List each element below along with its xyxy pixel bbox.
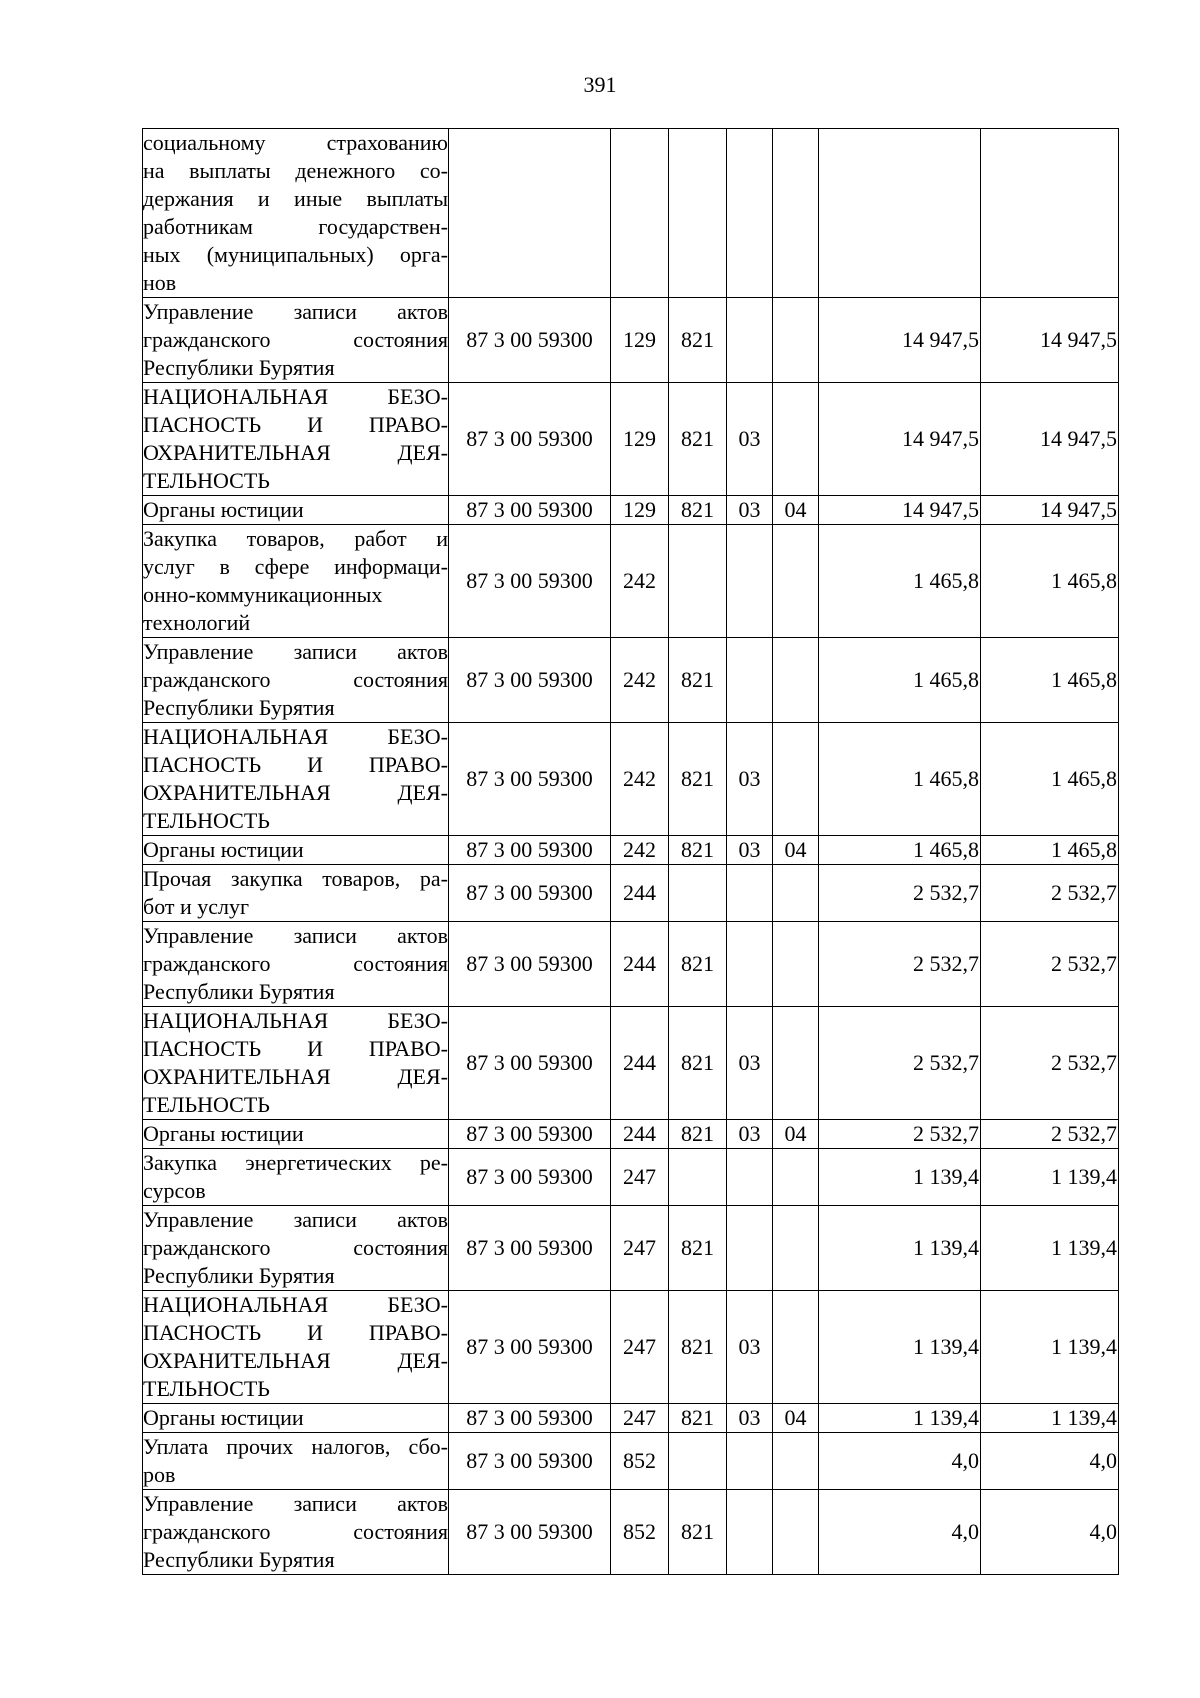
target-article-cell: 87 3 00 59300: [449, 1120, 611, 1149]
table-row: [143, 1120, 1119, 1149]
item-name-line: ОХРАНИТЕЛЬНАЯ ДЕЯ-: [143, 780, 448, 805]
table-row: [143, 525, 1119, 638]
subsection-cell: [773, 298, 819, 383]
section-cell: 03: [727, 836, 773, 865]
department-code-cell: 821: [669, 723, 727, 836]
subsection-cell: [773, 865, 819, 922]
amount-cell: 14 947,5: [981, 496, 1119, 525]
item-name-line: Республики Бурятия: [143, 355, 335, 380]
item-name-line: Управление записи актов: [143, 639, 448, 664]
item-name-line: на выплаты денежного со-: [143, 158, 448, 183]
page-number: 391: [583, 72, 617, 97]
amount-cell: 1 465,8: [819, 638, 981, 723]
table-row: [143, 865, 1119, 922]
section-cell: [727, 1490, 773, 1575]
subsection-cell: 04: [773, 836, 819, 865]
item-name-line: Закупка энергетических ре-: [143, 1150, 448, 1175]
target-article-cell: 87 3 00 59300: [449, 1007, 611, 1120]
amount-cell: 4,0: [981, 1490, 1119, 1575]
target-article-cell: 87 3 00 59300: [449, 298, 611, 383]
item-name-cell: [143, 383, 449, 496]
amount-cell: 2 532,7: [819, 865, 981, 922]
item-name-line: гражданского состояния: [143, 327, 448, 352]
subsection-cell: [773, 1433, 819, 1490]
amount-cell: 1 139,4: [981, 1291, 1119, 1404]
department-code-cell: [669, 525, 727, 638]
amount-cell: 14 947,5: [981, 383, 1119, 496]
amount-cell: 1 465,8: [981, 638, 1119, 723]
expense-type-cell: 247: [611, 1404, 669, 1433]
section-cell: 03: [727, 723, 773, 836]
item-name-line: ров: [143, 1462, 176, 1487]
expense-type-cell: 244: [611, 922, 669, 1007]
item-name-line: ПАСНОСТЬ И ПРАВО-: [143, 1036, 448, 1061]
item-name-line: Органы юстиции: [143, 1121, 304, 1146]
target-article-cell: 87 3 00 59300: [449, 525, 611, 638]
item-name-line: ТЕЛЬНОСТЬ: [143, 1092, 270, 1117]
table-row: [143, 1149, 1119, 1206]
item-name-line: гражданского состояния: [143, 1519, 448, 1544]
item-name-cell: [143, 1149, 449, 1206]
table-row: [143, 638, 1119, 723]
section-cell: [727, 865, 773, 922]
amount-cell: 1 139,4: [819, 1291, 981, 1404]
item-name-cell: [143, 1490, 449, 1575]
target-article-cell: 87 3 00 59300: [449, 383, 611, 496]
amount-cell: 1 465,8: [819, 525, 981, 638]
item-name-line: работникам государствен-: [143, 214, 448, 239]
item-name-line: НАЦИОНАЛЬНАЯ БЕЗО-: [143, 1008, 448, 1033]
item-name-cell: [143, 1206, 449, 1291]
department-code-cell: 821: [669, 1007, 727, 1120]
section-cell: [727, 638, 773, 723]
subsection-cell: [773, 1490, 819, 1575]
item-name-line: онно-коммуникационных: [143, 582, 383, 607]
department-code-cell: 821: [669, 496, 727, 525]
subsection-cell: 04: [773, 1404, 819, 1433]
item-name-line: услуг в сфере информаци-: [143, 554, 448, 579]
item-name-line: НАЦИОНАЛЬНАЯ БЕЗО-: [143, 1292, 448, 1317]
item-name-line: Уплата прочих налогов, сбо-: [143, 1434, 448, 1459]
target-article-cell: 87 3 00 59300: [449, 1206, 611, 1291]
table-row: [143, 383, 1119, 496]
expense-type-cell: 242: [611, 638, 669, 723]
item-name-line: Органы юстиции: [143, 1405, 304, 1430]
table-row: [143, 496, 1119, 525]
section-cell: [727, 525, 773, 638]
amount-cell: 14 947,5: [819, 496, 981, 525]
item-name-line: ТЕЛЬНОСТЬ: [143, 468, 270, 493]
item-name-line: Республики Бурятия: [143, 695, 335, 720]
subsection-cell: [773, 1007, 819, 1120]
section-cell: 03: [727, 1120, 773, 1149]
item-name-line: гражданского состояния: [143, 951, 448, 976]
item-name-line: Закупка товаров, работ и: [143, 526, 448, 551]
amount-cell: 2 532,7: [981, 865, 1119, 922]
amount-cell: 1 465,8: [819, 723, 981, 836]
target-article-cell: 87 3 00 59300: [449, 1404, 611, 1433]
amount-cell: [981, 129, 1119, 298]
department-code-cell: 821: [669, 1404, 727, 1433]
section-cell: 03: [727, 1291, 773, 1404]
item-name-line: Республики Бурятия: [143, 1547, 335, 1572]
item-name-cell: [143, 922, 449, 1007]
table-row: [143, 1291, 1119, 1404]
amount-cell: 2 532,7: [981, 1120, 1119, 1149]
item-name-line: ных (муниципальных) орга-: [143, 242, 448, 267]
table-row: [143, 723, 1119, 836]
amount-cell: 4,0: [819, 1433, 981, 1490]
department-code-cell: [669, 129, 727, 298]
item-name-cell: [143, 723, 449, 836]
subsection-cell: 04: [773, 1120, 819, 1149]
item-name-line: ПАСНОСТЬ И ПРАВО-: [143, 1320, 448, 1345]
section-cell: [727, 1206, 773, 1291]
amount-cell: 4,0: [819, 1490, 981, 1575]
target-article-cell: 87 3 00 59300: [449, 1291, 611, 1404]
department-code-cell: 821: [669, 922, 727, 1007]
item-name-line: ОХРАНИТЕЛЬНАЯ ДЕЯ-: [143, 1348, 448, 1373]
item-name-line: бот и услуг: [143, 894, 250, 919]
item-name-line: ТЕЛЬНОСТЬ: [143, 1376, 270, 1401]
item-name-line: ПАСНОСТЬ И ПРАВО-: [143, 412, 448, 437]
target-article-cell: 87 3 00 59300: [449, 723, 611, 836]
subsection-cell: [773, 525, 819, 638]
item-name-cell: [143, 1433, 449, 1490]
amount-cell: 2 532,7: [819, 922, 981, 1007]
expense-type-cell: 244: [611, 1007, 669, 1120]
target-article-cell: [449, 129, 611, 298]
subsection-cell: 04: [773, 496, 819, 525]
section-cell: 03: [727, 1404, 773, 1433]
item-name-cell: [143, 1404, 449, 1433]
department-code-cell: [669, 1433, 727, 1490]
item-name-line: ПАСНОСТЬ И ПРАВО-: [143, 752, 448, 777]
amount-cell: 2 532,7: [819, 1120, 981, 1149]
department-code-cell: 821: [669, 1490, 727, 1575]
subsection-cell: [773, 638, 819, 723]
expense-type-cell: 852: [611, 1433, 669, 1490]
section-cell: 03: [727, 383, 773, 496]
expense-type-cell: 242: [611, 836, 669, 865]
department-code-cell: 821: [669, 1120, 727, 1149]
item-name-cell: [143, 525, 449, 638]
amount-cell: 1 465,8: [981, 525, 1119, 638]
subsection-cell: [773, 723, 819, 836]
amount-cell: 1 465,8: [981, 836, 1119, 865]
table-row: [143, 1490, 1119, 1575]
amount-cell: 2 532,7: [981, 922, 1119, 1007]
department-code-cell: 821: [669, 836, 727, 865]
expense-type-cell: 852: [611, 1490, 669, 1575]
item-name-cell: [143, 865, 449, 922]
item-name-cell: [143, 836, 449, 865]
department-code-cell: 821: [669, 1206, 727, 1291]
table-row: [143, 1433, 1119, 1490]
expense-type-cell: 242: [611, 723, 669, 836]
item-name-line: НАЦИОНАЛЬНАЯ БЕЗО-: [143, 724, 448, 749]
expense-type-cell: [611, 129, 669, 298]
item-name-line: Республики Бурятия: [143, 1263, 335, 1288]
expense-type-cell: 244: [611, 865, 669, 922]
subsection-cell: [773, 383, 819, 496]
item-name-line: сурсов: [143, 1178, 206, 1203]
section-cell: [727, 922, 773, 1007]
item-name-line: ОХРАНИТЕЛЬНАЯ ДЕЯ-: [143, 1064, 448, 1089]
section-cell: [727, 298, 773, 383]
department-code-cell: [669, 1149, 727, 1206]
item-name-cell: [143, 129, 449, 298]
department-code-cell: [669, 865, 727, 922]
target-article-cell: 87 3 00 59300: [449, 836, 611, 865]
department-code-cell: 821: [669, 383, 727, 496]
table-row: [143, 922, 1119, 1007]
table-row: [143, 1007, 1119, 1120]
item-name-line: Прочая закупка товаров, ра-: [143, 866, 448, 891]
item-name-line: Управление записи актов: [143, 1207, 448, 1232]
amount-cell: 2 532,7: [981, 1007, 1119, 1120]
item-name-cell: [143, 1291, 449, 1404]
amount-cell: 14 947,5: [819, 383, 981, 496]
expense-type-cell: 129: [611, 496, 669, 525]
amount-cell: 1 465,8: [819, 836, 981, 865]
item-name-line: социальному страхованию: [143, 130, 448, 155]
department-code-cell: 821: [669, 638, 727, 723]
item-name-line: Управление записи актов: [143, 923, 448, 948]
amount-cell: 1 139,4: [819, 1206, 981, 1291]
section-cell: 03: [727, 1007, 773, 1120]
amount-cell: 1 139,4: [819, 1404, 981, 1433]
target-article-cell: 87 3 00 59300: [449, 865, 611, 922]
expense-type-cell: 129: [611, 298, 669, 383]
target-article-cell: 87 3 00 59300: [449, 496, 611, 525]
section-cell: [727, 129, 773, 298]
item-name-line: Управление записи актов: [143, 299, 448, 324]
target-article-cell: 87 3 00 59300: [449, 638, 611, 723]
amount-cell: 2 532,7: [819, 1007, 981, 1120]
item-name-line: НАЦИОНАЛЬНАЯ БЕЗО-: [143, 384, 448, 409]
item-name-line: нов: [143, 270, 177, 295]
amount-cell: 1 139,4: [819, 1149, 981, 1206]
item-name-cell: [143, 298, 449, 383]
department-code-cell: 821: [669, 298, 727, 383]
item-name-line: Органы юстиции: [143, 497, 304, 522]
amount-cell: [819, 129, 981, 298]
item-name-line: Органы юстиции: [143, 837, 304, 862]
expense-type-cell: 247: [611, 1206, 669, 1291]
target-article-cell: 87 3 00 59300: [449, 922, 611, 1007]
item-name-cell: [143, 1120, 449, 1149]
table-row: [143, 1404, 1119, 1433]
section-cell: [727, 1149, 773, 1206]
item-name-cell: [143, 1007, 449, 1120]
item-name-line: технологий: [143, 610, 251, 635]
item-name-line: ТЕЛЬНОСТЬ: [143, 808, 270, 833]
amount-cell: 1 465,8: [981, 723, 1119, 836]
expense-type-cell: 242: [611, 525, 669, 638]
subsection-cell: [773, 129, 819, 298]
item-name-line: Управление записи актов: [143, 1491, 448, 1516]
table-row: [143, 298, 1119, 383]
item-name-line: держания и иные выплаты: [143, 186, 448, 211]
expense-type-cell: 244: [611, 1120, 669, 1149]
department-code-cell: 821: [669, 1291, 727, 1404]
section-cell: 03: [727, 496, 773, 525]
subsection-cell: [773, 1206, 819, 1291]
item-name-line: гражданского состояния: [143, 667, 448, 692]
table-row: [143, 1206, 1119, 1291]
amount-cell: 14 947,5: [819, 298, 981, 383]
subsection-cell: [773, 1291, 819, 1404]
item-name-cell: [143, 638, 449, 723]
target-article-cell: 87 3 00 59300: [449, 1490, 611, 1575]
amount-cell: 1 139,4: [981, 1149, 1119, 1206]
subsection-cell: [773, 1149, 819, 1206]
item-name-line: ОХРАНИТЕЛЬНАЯ ДЕЯ-: [143, 440, 448, 465]
table-body: [143, 129, 1119, 1575]
item-name-line: Республики Бурятия: [143, 979, 335, 1004]
expense-type-cell: 247: [611, 1149, 669, 1206]
item-name-line: гражданского состояния: [143, 1235, 448, 1260]
item-name-cell: [143, 496, 449, 525]
amount-cell: 1 139,4: [981, 1206, 1119, 1291]
amount-cell: 4,0: [981, 1433, 1119, 1490]
expense-type-cell: 129: [611, 383, 669, 496]
budget-table: [142, 128, 1119, 1575]
target-article-cell: 87 3 00 59300: [449, 1149, 611, 1206]
target-article-cell: 87 3 00 59300: [449, 1433, 611, 1490]
subsection-cell: [773, 922, 819, 1007]
table-row: [143, 836, 1119, 865]
amount-cell: 1 139,4: [981, 1404, 1119, 1433]
amount-cell: 14 947,5: [981, 298, 1119, 383]
section-cell: [727, 1433, 773, 1490]
table-row: [143, 129, 1119, 298]
expense-type-cell: 247: [611, 1291, 669, 1404]
